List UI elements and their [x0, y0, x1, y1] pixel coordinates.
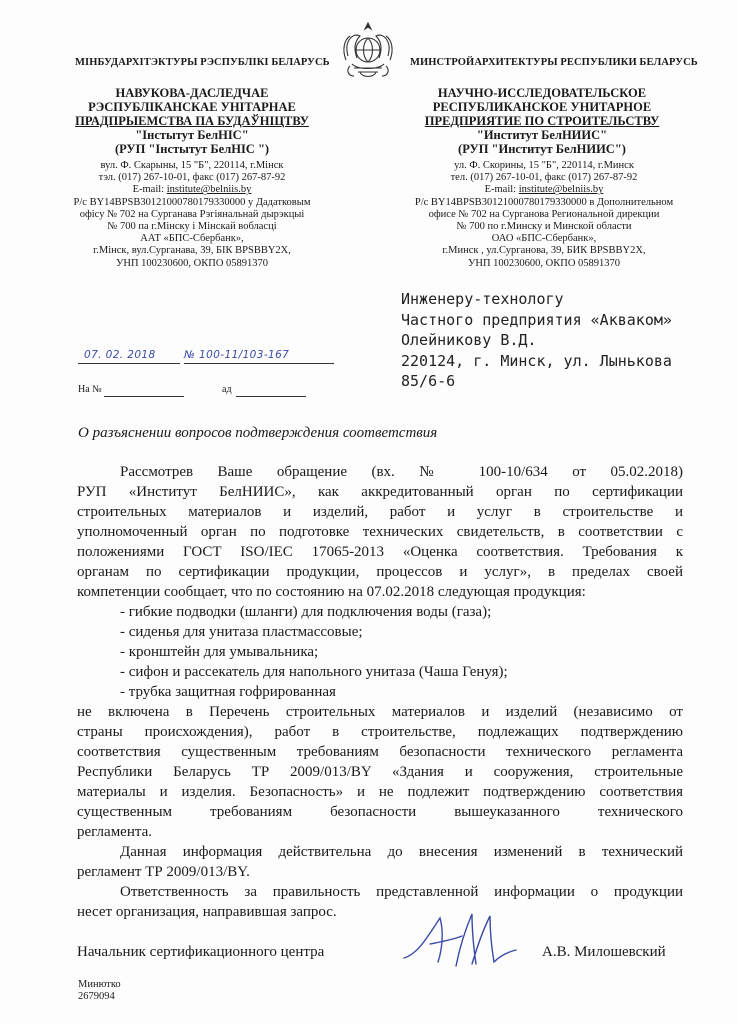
left-bank-line: УНП 100230600, ОКПО 05891370 — [115, 257, 269, 269]
body-line: Республики Беларусь ТР 2009/013/BY «Здания и сооружения, строительные — [77, 764, 683, 780]
addressee-line: 85/6-6 — [401, 372, 456, 390]
right-bank-line: Р/с BY14BPSB30121000780179330000 в Дополнительном — [414, 196, 674, 208]
left-email-link[interactable]: institute@belniis.by — [166, 184, 252, 196]
executor-phone: 2679094 — [78, 991, 115, 1002]
right-bank-line: г.Минск , ул.Сурганова, 39, БИК BPSBBY2X, — [442, 245, 646, 257]
product-list-item: - сиденья для унитаза пластмассовые; — [120, 624, 363, 640]
state-emblem-icon — [338, 20, 398, 84]
right-requisites — [392, 160, 696, 270]
left-address: вул. Ф. Скарыны, 15 "Б", 220114, г.Мінск — [100, 160, 284, 171]
left-bank-line: № 700 па г.Мінску і Мінскай вобласці — [107, 221, 277, 233]
ref-no-line[interactable] — [104, 396, 184, 397]
product-list-item: - трубка защитная гофрированная — [120, 684, 336, 700]
left-phone: тэл. (017) 267-10-01, факс (017) 267-87-92 — [98, 172, 286, 184]
signatory-position: Начальник сертификационного центра — [77, 944, 325, 960]
right-org-name — [410, 86, 674, 156]
handwritten-signature — [400, 906, 520, 972]
addressee-block — [401, 289, 672, 392]
validity-line: регламент ТР 2009/013/BY. — [77, 864, 250, 880]
signatory-name: А.В. Милошевский — [542, 944, 666, 960]
left-org-line: (РУП "Інстытут БелНІС ") — [114, 142, 270, 156]
responsibility-line: несет организация, направившая запрос. — [77, 904, 337, 920]
ref-from-line[interactable] — [236, 396, 306, 397]
addressee-line: Инженеру-технологу — [401, 290, 564, 308]
left-bank-line: Р/с BY14BPSB30121000780179330000 у Дадатковым — [73, 196, 311, 208]
left-org-name — [60, 86, 324, 156]
validity-line: Данная информация действительна до внесения изменений в технический — [120, 844, 683, 860]
product-list-item: - кронштейн для умывальника; — [120, 644, 319, 660]
right-email-row — [392, 184, 696, 196]
left-requisites — [40, 160, 344, 270]
left-bank-line: офісу № 702 на Сурганава Рэгіянальнай дырэкцыі — [79, 208, 305, 220]
addressee-line: 220124, г. Минск, ул. Лынькова — [401, 351, 672, 370]
date-line — [78, 363, 180, 364]
left-bank-line: г.Мінск, вул.Сурганава, 39, БІК BPSBBY2X, — [93, 245, 291, 257]
right-email-link[interactable]: institute@belniis.by — [518, 184, 604, 196]
body-line: регламента. — [77, 824, 153, 840]
left-ministry-caption: МІНБУДАРХІТЭКТУРЫ РЭСПУБЛІКІ БЕЛАРУСЬ — [75, 57, 330, 68]
right-bank-line: офисе № 702 на Сурганова Региональной дирекции — [428, 208, 660, 220]
right-bank-line: УНП 100230600, ОКПО 05891370 — [467, 257, 621, 269]
body-line: строительных материалов и изделий, работ и услуг в строительстве и — [77, 504, 683, 520]
right-address: ул. Ф. Скорины, 15 "Б", 220114, г.Минск — [454, 160, 634, 171]
left-email-row — [40, 184, 344, 196]
body-line: положениями ГОСТ ISO/IEC 17065-2013 «Оценка соответствия. Требования к — [77, 544, 683, 560]
body-line: Рассмотрев Ваше обращение (вх. № 100-10/634 от 05.02.2018) — [120, 464, 683, 480]
body-line: компетенции сообщает, что по состоянию на 07.02.2018 следующая продукция: — [77, 584, 586, 600]
letter-subject: О разъяснении вопросов подтверждения соответствия — [78, 425, 438, 441]
addressee-line: Олейникову В.Д. — [401, 331, 537, 349]
right-org-line: (РУП "Институт БелНИИС") — [458, 142, 626, 156]
left-org-line: РЭСПУБЛІКАНСКАЕ УНІТАРНАЕ — [88, 100, 296, 114]
body-line: материалы и изделия. Безопасность» и не подлежит подтверждению соответствия — [77, 784, 683, 800]
outgoing-date-handwritten: 07. 02. 2018 — [84, 349, 156, 361]
executor-name: Минютко — [78, 979, 121, 990]
right-org-line: "Институт БелНИИС" — [476, 128, 608, 142]
ref-from-label: ад — [222, 384, 232, 395]
right-bank-line: № 700 по г.Минску и Минской области — [456, 221, 632, 233]
left-bank-line: ААТ «БПС-Сбербанк», — [140, 233, 244, 245]
right-org-line: НАУЧНО-ИССЛЕДОВАТЕЛЬСКОЕ — [437, 86, 647, 100]
left-email-label: E-mail: — [132, 184, 165, 196]
body-line: не включена в Перечень строительных материалов и изделий (независимо от — [77, 704, 683, 720]
body-line: уполномоченный орган по подготовке технических свидетельств, в соответствии с — [77, 524, 683, 540]
left-org-line: ПРАДПРЫЕМСТВА ПА БУДАЎНІЦТВУ — [75, 114, 309, 128]
body-line: РУП «Институт БелНИИС», как аккредитованный орган по сертификации — [77, 484, 683, 500]
product-list-item: - гибкие подводки (шланги) для подключения воды (газа); — [120, 604, 492, 620]
responsibility-line: Ответственность за правильность представленной информации о продукции — [120, 884, 683, 900]
body-line: соответствия существенным требованиям безопасности технического регламента — [77, 744, 683, 760]
body-line: органам по сертификации продукции, процессов и услуг», в пределах своей — [77, 564, 683, 580]
right-ministry-caption: МИНСТРОЙАРХИТЕКТУРЫ РЕСПУБЛИКИ БЕЛАРУСЬ — [410, 57, 698, 68]
right-org-line: ПРЕДПРИЯТИЕ ПО СТРОИТЕЛЬСТВУ — [424, 114, 660, 128]
outgoing-number-handwritten: № 100-11/103-167 — [184, 349, 290, 361]
right-email-label: E-mail: — [484, 184, 517, 196]
addressee-line: Частного предприятия «Акваком» — [401, 310, 672, 329]
right-phone: тел. (017) 267-10-01, факс (017) 267-87-92 — [450, 172, 638, 184]
product-list-item: - сифон и рассекатель для напольного унитаза (Чаша Генуя); — [120, 664, 508, 680]
left-org-line: НАВУКОВА-ДАСЛЕДЧАЕ — [115, 86, 269, 100]
body-line: существенным требованиям безопасности вышеуказанного технического — [77, 804, 683, 820]
right-org-line: РЕСПУБЛИКАНСКОЕ УНИТАРНОЕ — [432, 100, 652, 114]
left-org-line: "Інстытут БелНІС" — [135, 128, 249, 142]
right-bank-line: ОАО «БПС-Сбербанк», — [491, 233, 597, 245]
body-line: страны происхождения), работ в строительстве, подлежащих подтверждению — [77, 724, 683, 740]
number-line — [184, 363, 334, 364]
ref-no-label: На № — [78, 384, 102, 395]
